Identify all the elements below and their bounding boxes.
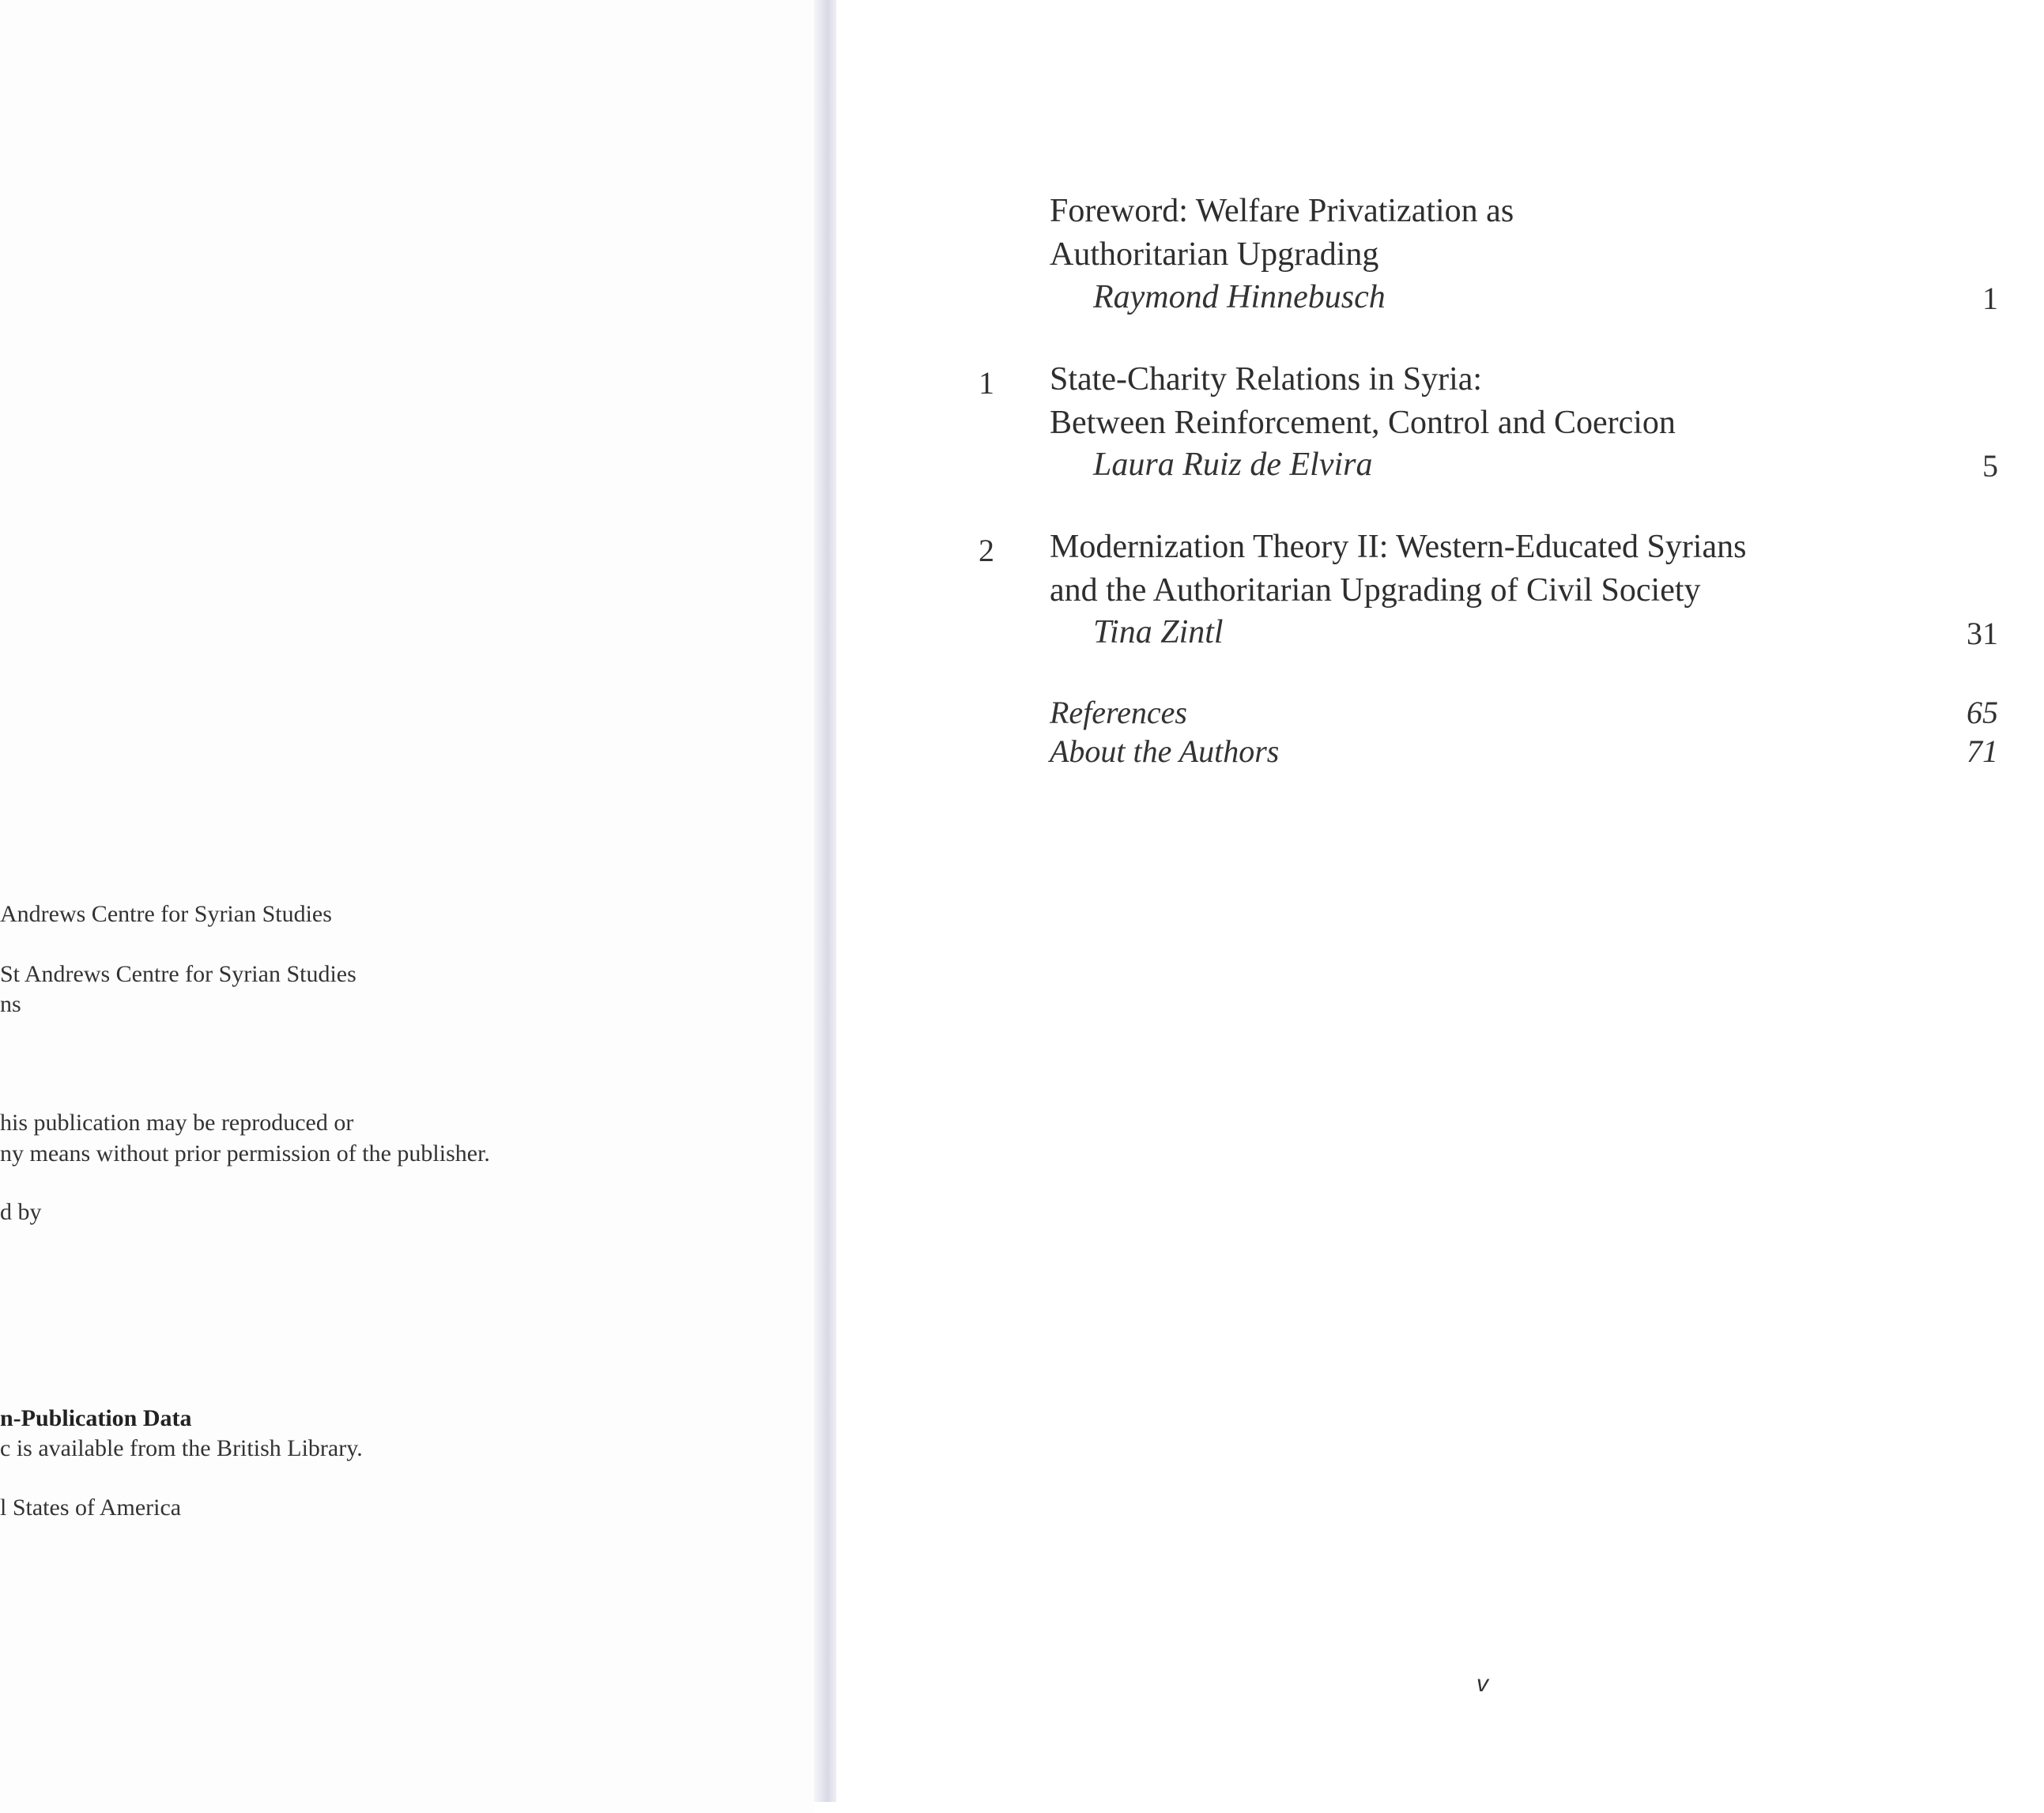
toc-entry-page: 1: [1982, 281, 1998, 316]
toc-about-authors-page: 71: [1967, 733, 1998, 769]
toc-entry-number: 2: [979, 533, 994, 568]
cip-heading: n-Publication Data: [0, 1405, 192, 1431]
copyright-page: [0, 0, 814, 1813]
book-gutter: [814, 0, 836, 1802]
toc-entry-title: Modernization Theory II: Western-Educated Syrians and the Authoritarian Upgrading of Civil Society: [1050, 529, 1747, 609]
copyright-line: c is available from the British Library.: [0, 1435, 363, 1461]
toc-entry-page: 31: [1967, 616, 1998, 651]
toc-entry-title: State-Charity Relations in Syria: Between Reinforcement, Control and Coercion: [1050, 361, 1676, 441]
copyright-line: ns: [0, 991, 21, 1017]
toc-entry-author: Tina Zintl: [1093, 614, 1224, 650]
toc-about-authors: About the Authors: [1050, 733, 1280, 769]
toc-entry-author: Laura Ruiz de Elvira: [1093, 447, 1373, 483]
toc-entry-author: Raymond Hinnebusch: [1093, 279, 1386, 315]
page-number: v: [1476, 1671, 1488, 1697]
toc-entry-number: 1: [979, 365, 994, 401]
copyright-line: St Andrews Centre for Syrian Studies: [0, 961, 356, 987]
toc-entry-page: 5: [1982, 448, 1998, 484]
copyright-line: Andrews Centre for Syrian Studies: [0, 901, 332, 927]
copyright-line: l States of America: [0, 1494, 182, 1521]
toc-references-page: 65: [1967, 695, 1998, 730]
copyright-line: d by: [0, 1199, 42, 1225]
copyright-line: ny means without prior permission of the publisher.: [0, 1140, 490, 1167]
toc-references: References: [1050, 695, 1187, 730]
copyright-line: his publication may be reproduced or: [0, 1110, 354, 1136]
contents-page: [836, 0, 2044, 1813]
toc-entry-title: Foreword: Welfare Privatization as Authoritarian Upgrading: [1050, 193, 1514, 273]
